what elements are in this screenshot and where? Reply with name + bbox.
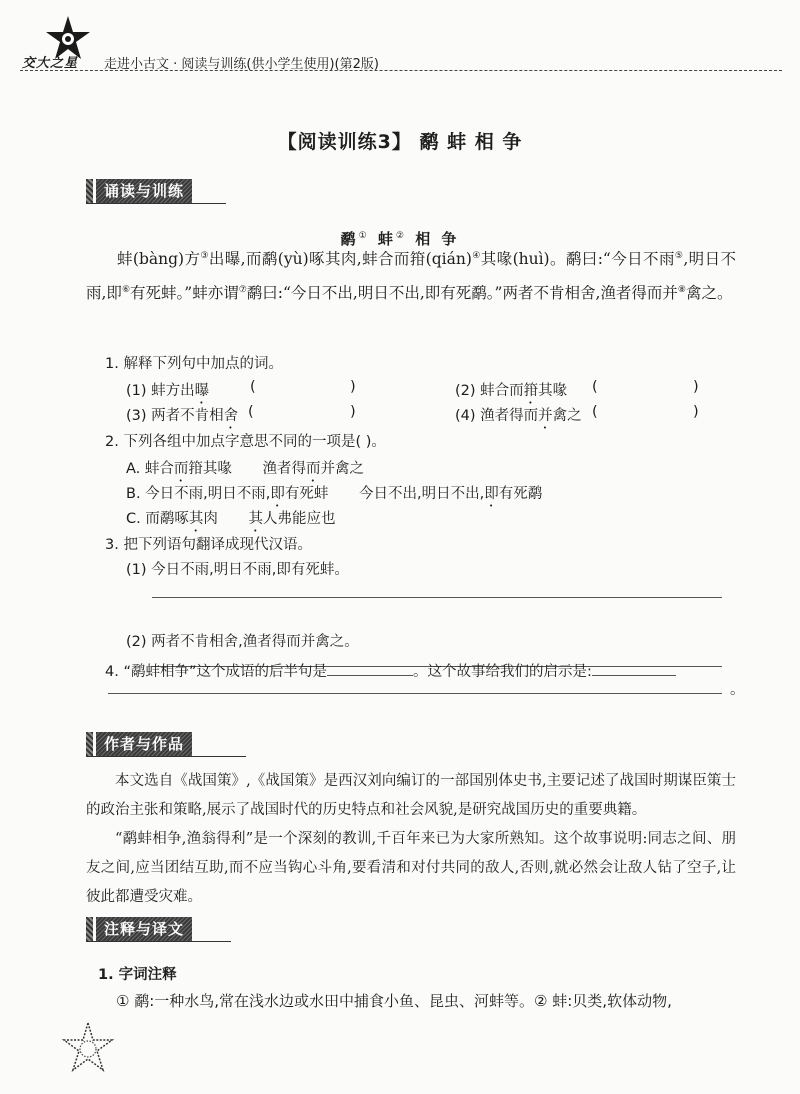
q1-blank-2-open: ( [592, 379, 598, 395]
q1-item-3: (3) 两者不肯相舍 [126, 408, 239, 424]
lesson-title: 【阅读训练3】 鹬 蚌 相 争 [277, 131, 523, 153]
section-author-label: 作者与作品 [96, 732, 192, 756]
section-author-header [86, 730, 646, 758]
book-title: 走进小古文 · 阅读与训练(供小学生使用)(第2版) [104, 57, 379, 72]
q4-end-mark: 。 [730, 682, 745, 698]
q2-option-b: B. 今日不雨,明日不雨,即有死蚌 今日不出,明日不出,即有死鹬 [126, 486, 543, 502]
star-footer-icon [60, 1020, 116, 1076]
q3-answer-line-1[interactable] [152, 597, 722, 598]
q1-blank-3-open: ( [248, 404, 254, 420]
q1-blank-1-close: ) [350, 379, 356, 395]
q4-answer-line[interactable] [108, 693, 722, 694]
notes-heading: 1. 字词注释 [98, 967, 177, 983]
section-notes-header [86, 915, 646, 943]
notes-line: ① 鹬:一种水鸟,常在浅水边或水田中捕食小鱼、昆虫、河蚌等。② 蚌:贝类,软体动物, [116, 992, 672, 1010]
brand-name: 交大之星 [22, 56, 79, 71]
header-divider [20, 70, 782, 71]
passage-text: 蚌(bàng)方③出曝,而鹬(yù)啄其肉,蚌合而箝(qián)④其喙(huì)。鹬曰:“今日不雨⑤,明日不雨,即⑥有死蚌。”蚌亦谓⑦鹬曰:“今日不出,明日不出,即有死鹬。”两者不肯相舍,渔者得而并⑧禽之。 [86, 250, 736, 303]
passage-title: 鹬① 蚌② 相 争 [340, 230, 460, 248]
section-notes-label: 注释与译文 [96, 917, 192, 941]
q2-option-a: A. 蚌合而箝其喙 渔者得而并禽之 [126, 461, 364, 477]
q4-prompt: 4. “鹬蚌相争”这个成语的后半句是 。这个故事给我们的启示是: [105, 660, 676, 681]
q2-option-c: C. 而鹬啄其肉 其人弗能应也 [126, 511, 336, 527]
q1-prompt: 1. 解释下列句中加点的词。 [105, 356, 283, 372]
q3-sentence-1: (1) 今日不雨,明日不雨,即有死蚌。 [126, 562, 349, 578]
q1-item-4: (4) 渔者得而并禽之 [455, 408, 582, 424]
q1-blank-4-open: ( [592, 404, 598, 420]
author-paragraph-1: 本文选自《战国策》,《战国策》是西汉刘向编订的一部国别体史书,主要记述了战国时期谋臣策士的政治主张和策略,展示了战国时代的历史特点和社会风貌,是研究战国历史的重要典籍。 [86, 773, 736, 818]
q1-blank-4-close: ) [693, 404, 699, 420]
author-paragraph-2: “鹬蚌相争,渔翁得利”是一个深刻的教训,千百年来已为大家所熟知。这个故事说明:同志之间、朋友之间,应当团结互助,而不应当钩心斗角,要看清和对付共同的敌人,否则,就必然会让敌人钻了空子,让彼此都遭受灾难。 [86, 831, 736, 905]
q4-blank-1[interactable] [327, 661, 413, 676]
q1-item-1: (1) 蚌方出曝 [126, 383, 210, 399]
q1-item-2: (2) 蚌合而箝其喙 [455, 383, 568, 399]
q3-sentence-2: (2) 两者不肯相舍,渔者得而并禽之。 [126, 634, 359, 650]
section-reading-header [86, 177, 646, 205]
q3-prompt: 3. 把下列语句翻译成现代汉语。 [105, 537, 312, 553]
q1-blank-1-open: ( [250, 379, 256, 395]
q1-blank-3-close: ) [350, 404, 356, 420]
q2-prompt: 2. 下列各组中加点字意思不同的一项是( )。 [105, 434, 386, 450]
q4-blank-2[interactable] [592, 661, 676, 676]
section-reading-label: 诵读与训练 [96, 179, 192, 203]
q1-blank-2-close: ) [693, 379, 699, 395]
